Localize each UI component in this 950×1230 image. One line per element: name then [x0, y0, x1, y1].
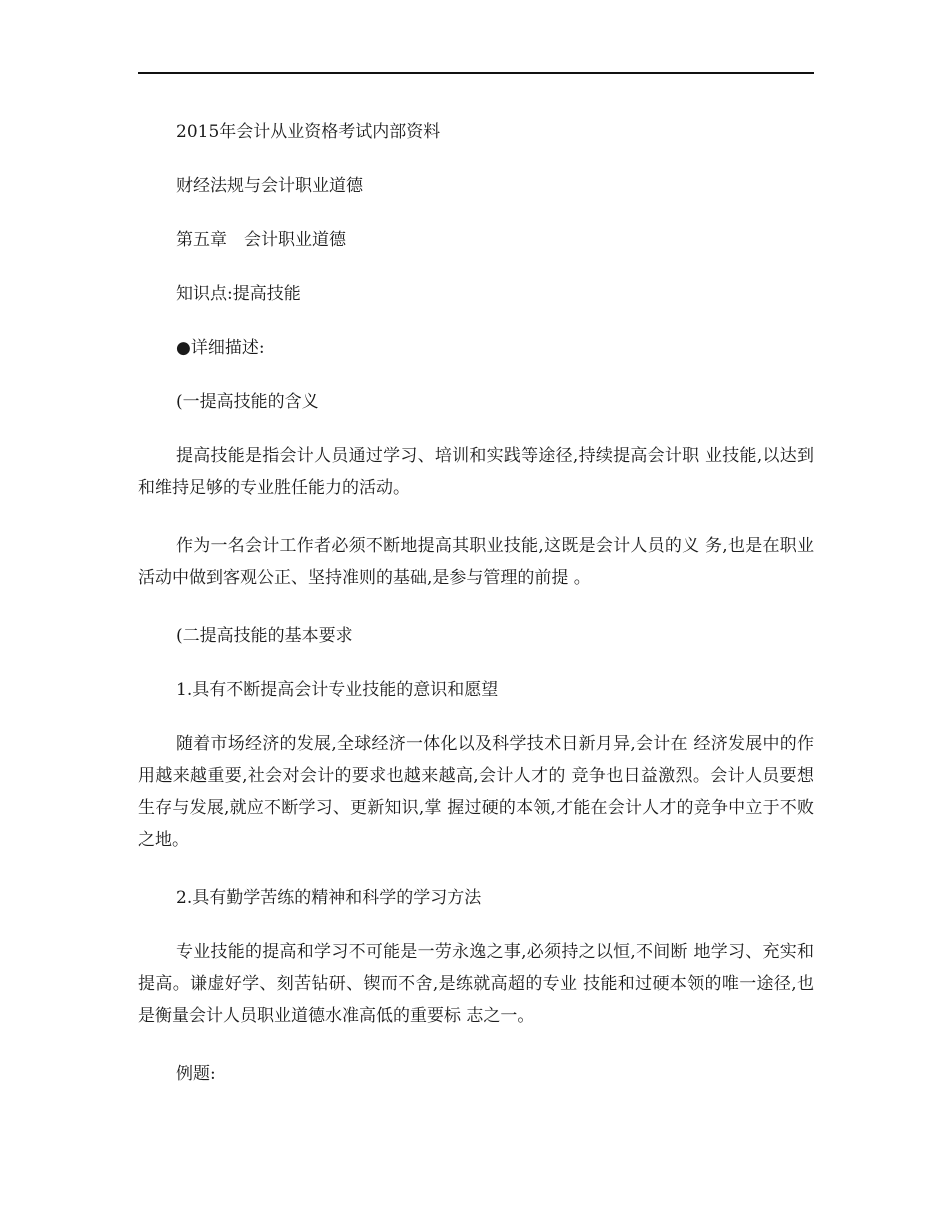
- paragraph-study: 专业技能的提高和学习不可能是一劳永逸之事,必须持之以恒,不间断 地学习、充实和提高。谦虚好学、刻苦钻研、锲而不舍,是练就高超的专业 技能和过硬本领的唯一途径,也是衡量会计人员职业道德水准高低的重要标 志之一。: [138, 942, 814, 1026]
- requirement-2-heading: 2.具有勤学苦练的精神和科学的学习方法: [176, 888, 482, 908]
- knowledge-point: 知识点:提高技能: [176, 284, 301, 304]
- requirement-1-heading: 1.具有不断提高会计专业技能的意识和愿望: [176, 680, 499, 700]
- section-heading-1: (一提高技能的含义: [176, 392, 319, 412]
- paragraph-duty: 作为一名会计工作者必须不断地提高其职业技能,这既是会计人员的义 务,也是在职业活动中做到客观公正、坚持准则的基础,是参与管理的前提 。: [138, 536, 814, 588]
- detail-label: ●详细描述:: [176, 338, 265, 358]
- section-heading-2: (二提高技能的基本要求: [176, 626, 353, 646]
- header-rule: [138, 72, 814, 74]
- example-label: 例题:: [176, 1064, 216, 1084]
- paragraph-definition: 提高技能是指会计人员通过学习、培训和实践等途径,持续提高会计职 业技能,以达到和维持足够的专业胜任能力的活动。: [138, 446, 814, 498]
- document-body: [138, 116, 814, 1116]
- subject-heading: 财经法规与会计职业道德: [176, 176, 363, 196]
- paragraph-market: 随着市场经济的发展,全球经济一体化以及科学技术日新月异,会计在 经济发展中的作用越来越重要,社会对会计的要求也越来越高,会计人才的 竞争也日益激烈。会计人员要想生存与发展,就应不断学习、更新知识,掌 握过硬的本领,才能在会计人才的竞争中立于不败之地。: [138, 734, 814, 850]
- chapter-heading: 第五章 会计职业道德: [176, 230, 346, 250]
- doc-title: 2015年会计从业资格考试内部资料: [176, 122, 441, 142]
